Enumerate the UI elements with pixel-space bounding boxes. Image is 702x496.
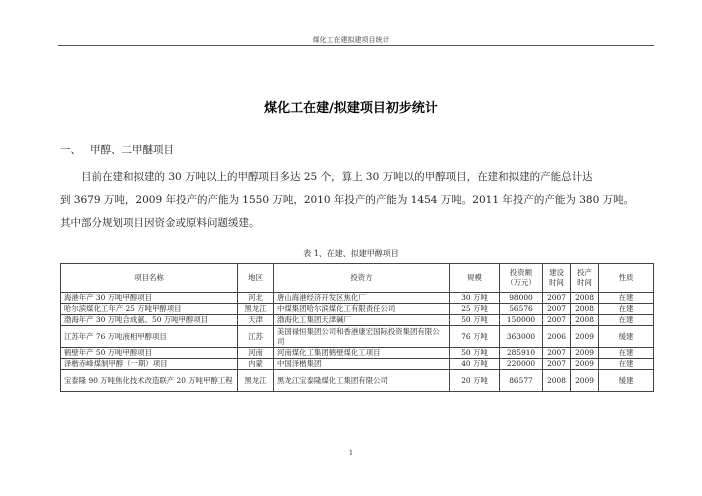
cell-scale: 50 万吨 xyxy=(450,348,500,359)
cell-region: 内蒙 xyxy=(238,359,274,370)
cell-investment: 98000 xyxy=(500,293,543,304)
section-title: 甲醇、二甲醚项目 xyxy=(90,144,174,156)
cell-production-time: 2009 xyxy=(571,359,599,370)
table-row xyxy=(61,315,654,326)
cell-production-time: 2008 xyxy=(571,293,599,304)
cell-name: 鹤壁年产 50 万吨甲醇项目 xyxy=(61,348,238,359)
cell-nature: 在建 xyxy=(599,293,654,304)
cell-investor: 中国泽楷集团 xyxy=(274,359,450,370)
cell-investment: 86577 xyxy=(500,370,543,392)
cell-nature: 缓建 xyxy=(599,326,654,348)
section-number: 一、 xyxy=(60,144,81,156)
methanol-projects-table xyxy=(60,263,654,392)
cell-scale: 30 万吨 xyxy=(450,293,500,304)
table-row xyxy=(61,370,654,392)
paragraph-line: 其中部分规划项目因资金或原料问题缓建。 xyxy=(60,217,260,229)
table-row xyxy=(61,326,654,348)
cell-production-time: 2008 xyxy=(571,304,599,315)
cell-investment: 285910 xyxy=(500,348,543,359)
cell-production-time: 2009 xyxy=(571,370,599,392)
cell-build-time: 2007 xyxy=(543,304,571,315)
header-rule xyxy=(58,45,654,46)
table-row xyxy=(61,293,654,304)
cell-investor: 唐山海港经济开发区焦化厂 xyxy=(274,293,450,304)
page-header: 煤化工在建拟建项目统计 xyxy=(312,36,390,44)
cell-nature: 在建 xyxy=(599,315,654,326)
col-header-name: 项目名称 xyxy=(61,264,238,293)
cell-build-time: 2006 xyxy=(543,326,571,348)
cell-scale: 40 万吨 xyxy=(450,359,500,370)
cell-investor: 中煤集团哈尔滨煤化工有限责任公司 xyxy=(274,304,450,315)
table-row xyxy=(61,304,654,315)
cell-region: 天津 xyxy=(238,315,274,326)
cell-investment: 220000 xyxy=(500,359,543,370)
col-header-investment: 投资额（万元） xyxy=(500,264,543,293)
cell-investor: 黑龙江宝泰隆煤化工集团有限公司 xyxy=(274,370,450,392)
cell-region: 黑龙江 xyxy=(238,304,274,315)
col-header-nature: 性质 xyxy=(599,264,654,293)
section-heading xyxy=(60,142,174,157)
col-header-region: 地区 xyxy=(238,264,274,293)
paragraph-line: 目前在建和拟建的 30 万吨以上的甲醇项目多达 25 个，算上 30 万吨以的甲醇项目，在建和拟建的产能总计达 xyxy=(81,171,593,183)
cell-scale: 20 万吨 xyxy=(450,370,500,392)
cell-region: 黑龙江 xyxy=(238,370,274,392)
col-header-production-time: 投产时间 xyxy=(571,264,599,293)
cell-name: 哈尔滨煤化工年产 25 万吨甲醇项目 xyxy=(61,304,238,315)
col-header-build-time: 建设时间 xyxy=(543,264,571,293)
cell-nature: 在建 xyxy=(599,359,654,370)
cell-name: 泽楷赤峰煤制甲醇（一期）项目 xyxy=(61,359,238,370)
cell-name: 江苏年产 76 万吨液相甲醇项目 xyxy=(61,326,238,348)
cell-build-time: 2007 xyxy=(543,293,571,304)
cell-region: 河北 xyxy=(238,293,274,304)
cell-nature: 在建 xyxy=(599,348,654,359)
cell-scale: 76 万吨 xyxy=(450,326,500,348)
cell-production-time: 2009 xyxy=(571,326,599,348)
col-header-scale: 规模 xyxy=(450,264,500,293)
cell-name: 宝泰隆 90 万吨焦化技术改造联产 20 万吨甲醇工程 xyxy=(61,370,238,392)
col-header-investor: 投资方 xyxy=(274,264,450,293)
cell-investment: 363000 xyxy=(500,326,543,348)
paragraph-line: 到 3679 万吨，2009 年投产的产能为 1550 万吨，2010 年投产的产能为 1454 万吨。2011 年投产的产能为 380 万吨。 xyxy=(60,194,635,206)
cell-name: 渤海年产 30 万吨合成氨、50 万吨甲醇项目 xyxy=(61,315,238,326)
cell-investor: 河南煤化工集团鹤壁煤化工项目 xyxy=(274,348,450,359)
table-row xyxy=(61,359,654,370)
cell-build-time: 2007 xyxy=(543,315,571,326)
cell-production-time: 2008 xyxy=(571,315,599,326)
document-title: 煤化工在建/拟建项目初步统计 xyxy=(264,101,438,116)
cell-build-time: 2007 xyxy=(543,359,571,370)
cell-investment: 56576 xyxy=(500,304,543,315)
cell-scale: 25 万吨 xyxy=(450,304,500,315)
table-header-row xyxy=(61,264,654,293)
cell-production-time: 2009 xyxy=(571,348,599,359)
cell-region: 江苏 xyxy=(238,326,274,348)
cell-scale: 50 万吨 xyxy=(450,315,500,326)
cell-investor: 渤海化工集团天津碱厂 xyxy=(274,315,450,326)
cell-build-time: 2008 xyxy=(543,370,571,392)
cell-nature: 在建 xyxy=(599,304,654,315)
cell-nature: 缓建 xyxy=(599,370,654,392)
cell-investor: 美国禄恒集团公司和香港康宏国际投资集团有限公司 xyxy=(274,326,450,348)
table-caption: 表 1、在建、拟建甲醇项目 xyxy=(303,249,399,258)
cell-investment: 150000 xyxy=(500,315,543,326)
table-row xyxy=(61,348,654,359)
cell-build-time: 2007 xyxy=(543,348,571,359)
cell-region: 河南 xyxy=(238,348,274,359)
cell-name: 海港年产 30 万吨甲醇项目 xyxy=(61,293,238,304)
intro-paragraph xyxy=(60,166,656,235)
page-number: 1 xyxy=(348,449,354,457)
